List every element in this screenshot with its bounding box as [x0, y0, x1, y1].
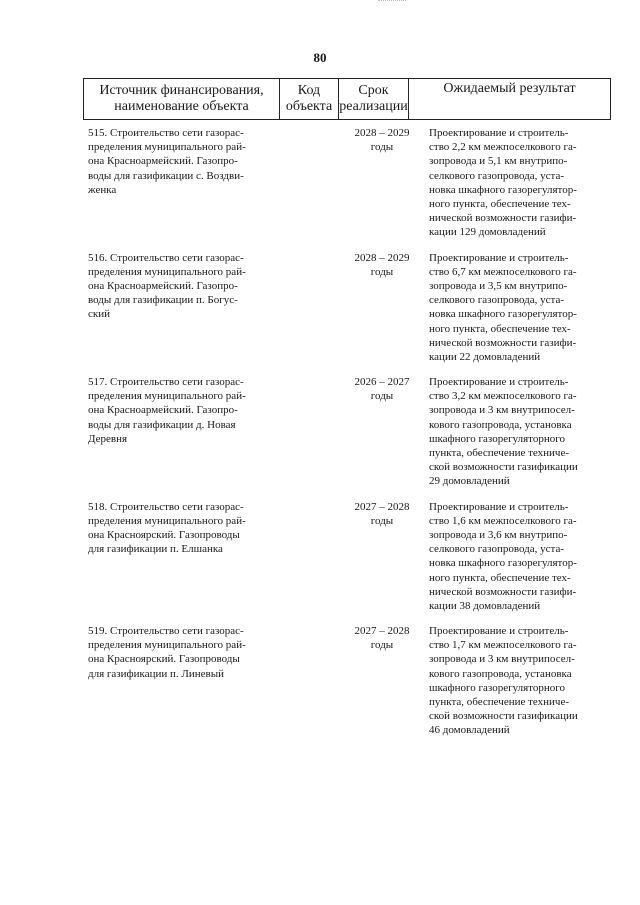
- header-source-name: [83, 79, 279, 119]
- text-line: она Красноярский. Газопроводы: [88, 528, 240, 541]
- text-line: воды для газификации с. Воздви-: [88, 169, 244, 182]
- text-line: ного пункта, обеспечение тех-: [429, 571, 571, 584]
- text-line: кации 129 домовладений: [429, 226, 546, 239]
- text-line: она Красноармейский. Газопро-: [88, 155, 238, 168]
- term-cell: [343, 251, 421, 279]
- text-line: 2027 – 2028: [354, 625, 410, 637]
- text-line: 516. Строительство сети газорас-: [88, 251, 244, 264]
- header-source-line1: Источник финансирования,: [99, 83, 264, 98]
- expected-result-cell: [429, 500, 601, 614]
- text-line: шкафного газорегуляторного: [429, 432, 565, 445]
- text-line: зопровода и 5,1 км внутрипо-: [429, 155, 568, 168]
- text-line: годы: [370, 514, 394, 527]
- term-cell: [343, 126, 421, 154]
- text-line: кового газопровода, установка: [429, 667, 572, 680]
- text-line: Проектирование и строитель-: [429, 127, 569, 139]
- text-line: ство 3,2 км межпоселкового га-: [429, 390, 577, 403]
- expected-result-cell: [429, 126, 601, 240]
- term-cell: [343, 375, 421, 403]
- term-cell: [343, 500, 421, 528]
- text-line: Проектирование и строитель-: [429, 500, 569, 513]
- term-cell: [343, 624, 421, 652]
- text-line: новка шкафного газорегулятор-: [429, 183, 577, 196]
- text-line: кового газопровода, установка: [429, 418, 572, 431]
- text-line: Проектирование и строитель-: [429, 251, 569, 264]
- text-line: селкового газопровода, уста-: [429, 294, 564, 307]
- text-line: 2026 – 2027: [354, 376, 410, 388]
- text-line: пункта, обеспечение техниче-: [429, 696, 569, 709]
- text-line: нической возможности газифи-: [429, 585, 577, 598]
- text-line: 2028 – 2029: [354, 127, 410, 139]
- text-line: новка шкафного газорегулятор-: [429, 557, 577, 570]
- text-line: пределения муниципального рай-: [88, 390, 246, 403]
- table-row: [88, 126, 608, 251]
- header-object-code: [279, 79, 338, 119]
- header-result-line1: Ожидаемый результат: [443, 81, 576, 96]
- header-code-line2: объекта: [285, 99, 333, 114]
- expected-result-cell: [429, 624, 601, 738]
- text-line: зопровода и 3 км внутрипосел-: [429, 404, 575, 417]
- text-line: 2028 – 2029: [354, 251, 410, 264]
- text-line: пределения муниципального рай-: [88, 141, 246, 154]
- text-line: нической возможности газифи-: [429, 336, 577, 349]
- text-line: селкового газопровода, уста-: [429, 543, 564, 556]
- text-line: 515. Строительство сети газорас-: [88, 127, 244, 139]
- text-line: пределения муниципального рай-: [88, 639, 246, 652]
- object-name-cell: [88, 500, 268, 557]
- text-line: ство 1,7 км межпоселкового га-: [429, 639, 577, 652]
- text-line: ство 6,7 км межпоселкового га-: [429, 265, 577, 278]
- text-line: ской возможности газификации: [429, 461, 578, 474]
- text-line: нической возможности газифи-: [429, 212, 577, 225]
- header-code-line1: Код: [297, 83, 321, 98]
- text-line: ской возможности газификации: [429, 710, 578, 723]
- text-line: ство 2,2 км межпоселкового га-: [429, 141, 577, 154]
- text-line: для газификации п. Линевый: [88, 667, 224, 680]
- table-row: [88, 375, 608, 500]
- table-body: [88, 126, 608, 749]
- text-line: ного пункта, обеспечение тех-: [429, 198, 571, 211]
- text-line: зопровода и 3,6 км внутрипо-: [429, 528, 568, 541]
- text-line: ного пункта, обеспечение тех-: [429, 322, 571, 335]
- text-line: воды для газификации д. Новая: [88, 418, 236, 431]
- text-line: Проектирование и строитель-: [429, 625, 569, 637]
- text-line: она Красноармейский. Газопро-: [88, 279, 238, 292]
- text-line: Проектирование и строитель-: [429, 376, 569, 388]
- text-line: 519. Строительство сети газорас-: [88, 625, 244, 637]
- page-number: 80: [313, 50, 327, 65]
- header-source-line2: наименование объекта: [114, 99, 249, 114]
- text-line: пределения муниципального рай-: [88, 265, 246, 278]
- text-line: женка: [88, 183, 117, 196]
- table-row: [88, 624, 608, 749]
- object-name-cell: [88, 251, 268, 322]
- text-line: зопровода и 3 км внутрипосел-: [429, 653, 575, 666]
- scan-artifact: [378, 0, 406, 5]
- header-term-line1: Срок: [358, 83, 389, 98]
- text-line: годы: [370, 639, 394, 652]
- text-line: 46 домовладений: [429, 724, 510, 737]
- text-line: годы: [370, 390, 394, 403]
- text-line: новка шкафного газорегулятор-: [429, 308, 577, 321]
- header-term: [338, 79, 408, 119]
- header-expected-result: [408, 79, 611, 119]
- text-line: 517. Строительство сети газорас-: [88, 376, 244, 388]
- text-line: она Красноармейский. Газопро-: [88, 404, 238, 417]
- text-line: 29 домовладений: [429, 475, 510, 488]
- object-name-cell: [88, 375, 268, 446]
- text-line: Деревня: [88, 432, 128, 445]
- text-line: шкафного газорегуляторного: [429, 681, 565, 694]
- text-line: кации 38 домовладений: [429, 599, 541, 612]
- text-line: годы: [370, 141, 394, 154]
- expected-result-cell: [429, 375, 601, 489]
- object-name-cell: [88, 624, 268, 681]
- text-line: селкового газопровода, уста-: [429, 169, 564, 182]
- text-line: кации 22 домовладений: [429, 350, 541, 363]
- table-row: [88, 251, 608, 376]
- table-row: [88, 500, 608, 625]
- text-line: она Красноярский. Газопроводы: [88, 653, 240, 666]
- object-name-cell: [88, 126, 268, 197]
- text-line: пункта, обеспечение техниче-: [429, 447, 569, 460]
- text-line: 2027 – 2028: [354, 500, 410, 513]
- table-header: [83, 78, 611, 120]
- text-line: годы: [370, 265, 394, 278]
- text-line: зопровода и 3,5 км внутрипо-: [429, 279, 568, 292]
- header-term-line2: реализации: [339, 99, 408, 114]
- text-line: 518. Строительство сети газорас-: [88, 500, 244, 513]
- expected-result-cell: [429, 251, 601, 365]
- text-line: воды для газификации п. Богус-: [88, 294, 238, 307]
- text-line: для газификации п. Елшанка: [88, 543, 223, 556]
- text-line: ский: [88, 308, 110, 321]
- text-line: ство 1,6 км межпоселкового га-: [429, 514, 577, 527]
- text-line: пределения муниципального рай-: [88, 514, 246, 527]
